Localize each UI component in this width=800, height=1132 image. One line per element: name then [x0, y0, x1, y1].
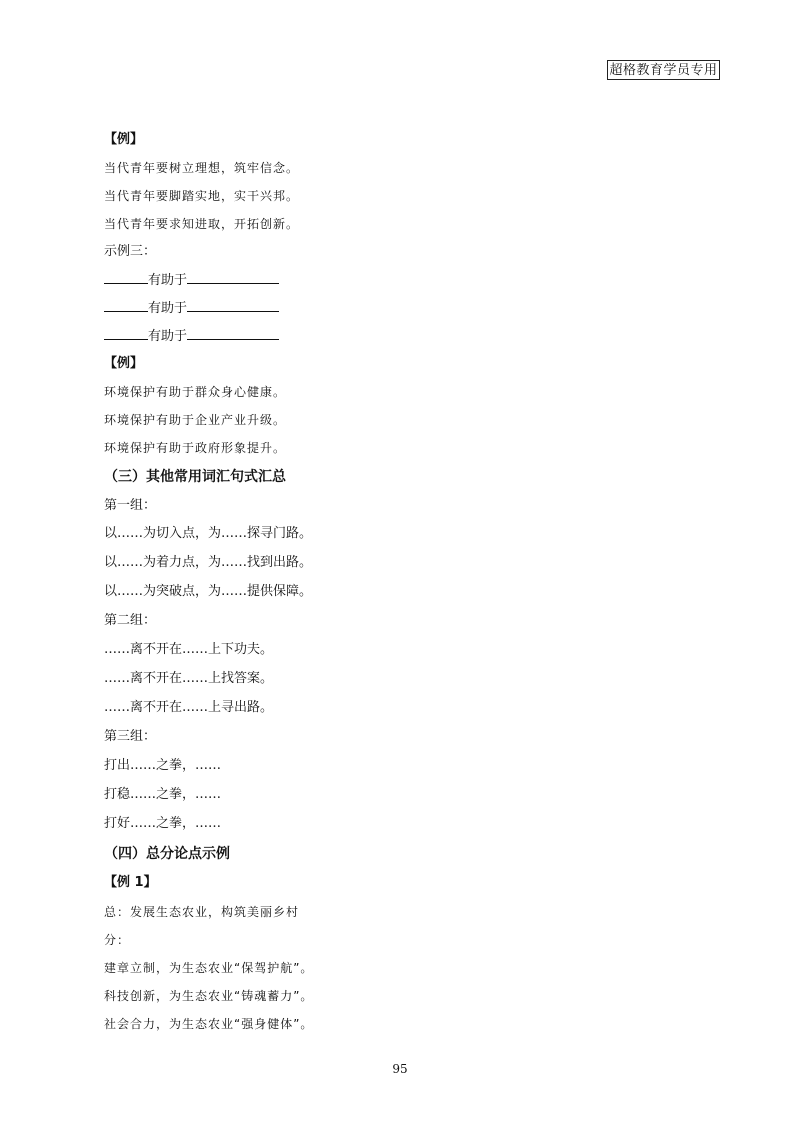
phrase-line: 以……为突破点，为……提供保障。 — [104, 584, 313, 599]
group-title: 第二组： — [104, 613, 157, 628]
thesis-sub-line: 科技创新，为生态农业“铸魂蓄力”。 — [104, 989, 314, 1003]
group-title: 第三组： — [104, 729, 157, 744]
thesis-sub-line: 建章立制，为生态农业“保驾护航”。 — [104, 961, 314, 975]
sample-title: 示例三： — [104, 244, 157, 259]
example-line: 当代青年要求知进取，开拓创新。 — [104, 217, 300, 231]
fill-blank-line — [104, 327, 279, 346]
example-line: 环境保护有助于政府形象提升。 — [104, 441, 287, 455]
blank — [187, 271, 279, 284]
phrase-line: 打好……之拳，…… — [104, 816, 222, 831]
blank — [104, 271, 148, 284]
connector-text: 有助于 — [148, 273, 188, 288]
phrase-line: 以……为着力点，为……找到出路。 — [104, 555, 313, 570]
section-heading: （三）其他常用词汇句式汇总 — [104, 469, 286, 485]
thesis-sub-line: 社会合力，为生态农业“强身健体”。 — [104, 1017, 314, 1031]
blank — [104, 327, 148, 340]
example-tag: 【例】 — [104, 132, 144, 147]
connector-text: 有助于 — [148, 329, 188, 344]
header-label: 超格教育学员专用 — [607, 60, 720, 80]
example-tag: 【例】 — [104, 356, 144, 371]
phrase-line: 以……为切入点，为……探寻门路。 — [104, 526, 313, 541]
phrase-line: 打出……之拳，…… — [104, 758, 222, 773]
phrase-line: ……离不开在……上下功夫。 — [104, 642, 274, 657]
thesis-sub-title: 分： — [104, 933, 131, 947]
thesis-total: 总：发展生态农业，构筑美丽乡村 — [104, 905, 300, 919]
example-line: 当代青年要树立理想，筑牢信念。 — [104, 161, 300, 175]
group-title: 第一组： — [104, 498, 157, 513]
phrase-line: ……离不开在……上寻出路。 — [104, 700, 274, 715]
blank — [187, 299, 279, 312]
example-line: 环境保护有助于群众身心健康。 — [104, 385, 287, 399]
blank — [104, 299, 148, 312]
example-line: 当代青年要脚踏实地，实干兴邦。 — [104, 189, 300, 203]
fill-blank-line — [104, 299, 279, 318]
example-line: 环境保护有助于企业产业升级。 — [104, 413, 287, 427]
connector-text: 有助于 — [148, 301, 188, 316]
blank — [187, 327, 279, 340]
page-number: 95 — [392, 1062, 408, 1076]
example-label: 【例 1】 — [104, 875, 157, 890]
phrase-line: ……离不开在……上找答案。 — [104, 671, 274, 686]
fill-blank-line — [104, 271, 279, 290]
phrase-line: 打稳……之拳，…… — [104, 787, 222, 802]
section-heading: （四）总分论点示例 — [104, 846, 230, 862]
